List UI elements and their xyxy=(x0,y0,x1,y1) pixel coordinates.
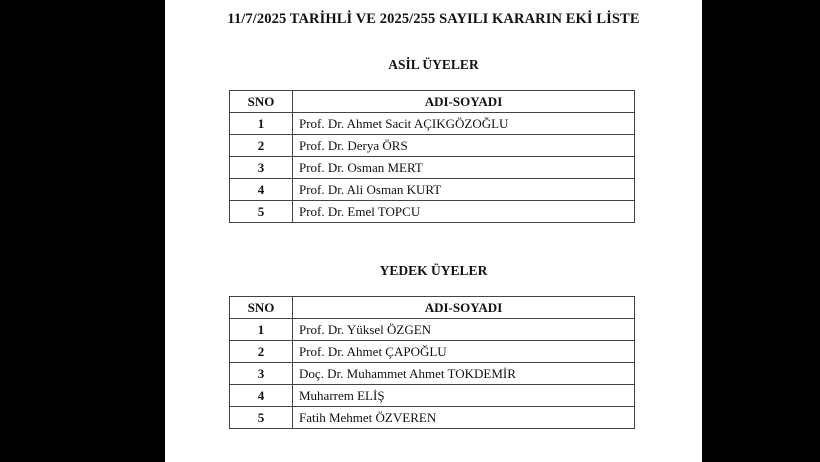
row-name: Prof. Dr. Osman MERT xyxy=(293,157,635,179)
table-header-row xyxy=(230,297,635,319)
row-sno: 2 xyxy=(230,135,293,157)
document-page xyxy=(165,0,702,462)
row-sno: 2 xyxy=(230,341,293,363)
column-header-sno: SNO xyxy=(230,91,293,113)
row-sno: 4 xyxy=(230,179,293,201)
row-sno: 3 xyxy=(230,157,293,179)
row-name: Muharrem ELİŞ xyxy=(293,385,635,407)
table-header-row xyxy=(230,91,635,113)
column-header-name: ADI-SOYADI xyxy=(293,91,635,113)
row-name: Prof. Dr. Emel TOPCU xyxy=(293,201,635,223)
row-name: Prof. Dr. Ali Osman KURT xyxy=(293,179,635,201)
yedek-section-heading: YEDEK ÜYELER xyxy=(379,263,488,278)
table-row xyxy=(230,363,635,385)
table-row xyxy=(230,319,635,341)
table-row xyxy=(230,157,635,179)
row-sno: 1 xyxy=(230,113,293,135)
row-sno: 1 xyxy=(230,319,293,341)
document-title: 11/7/2025 TARİHLİ VE 2025/255 SAYILI KARARIN EKİ LİSTE xyxy=(227,11,640,27)
table-row xyxy=(230,135,635,157)
table-row xyxy=(230,341,635,363)
row-name: Prof. Dr. Ahmet Sacit AÇIKGÖZOĞLU xyxy=(293,113,635,135)
table-row xyxy=(230,179,635,201)
row-name: Doç. Dr. Muhammet Ahmet TOKDEMİR xyxy=(293,363,635,385)
column-header-sno: SNO xyxy=(230,297,293,319)
row-sno: 5 xyxy=(230,407,293,429)
asil-members-table xyxy=(229,90,635,223)
row-name: Prof. Dr. Yüksel ÖZGEN xyxy=(293,319,635,341)
row-name: Prof. Dr. Ahmet ÇAPOĞLU xyxy=(293,341,635,363)
table-row xyxy=(230,407,635,429)
row-sno: 3 xyxy=(230,363,293,385)
asil-section-heading: ASİL ÜYELER xyxy=(388,57,479,72)
column-header-name: ADI-SOYADI xyxy=(293,297,635,319)
row-sno: 4 xyxy=(230,385,293,407)
row-sno: 5 xyxy=(230,201,293,223)
table-row xyxy=(230,385,635,407)
row-name: Fatih Mehmet ÖZVEREN xyxy=(293,407,635,429)
yedek-members-table xyxy=(229,296,635,429)
row-name: Prof. Dr. Derya ÖRS xyxy=(293,135,635,157)
table-row xyxy=(230,201,635,223)
table-row xyxy=(230,113,635,135)
